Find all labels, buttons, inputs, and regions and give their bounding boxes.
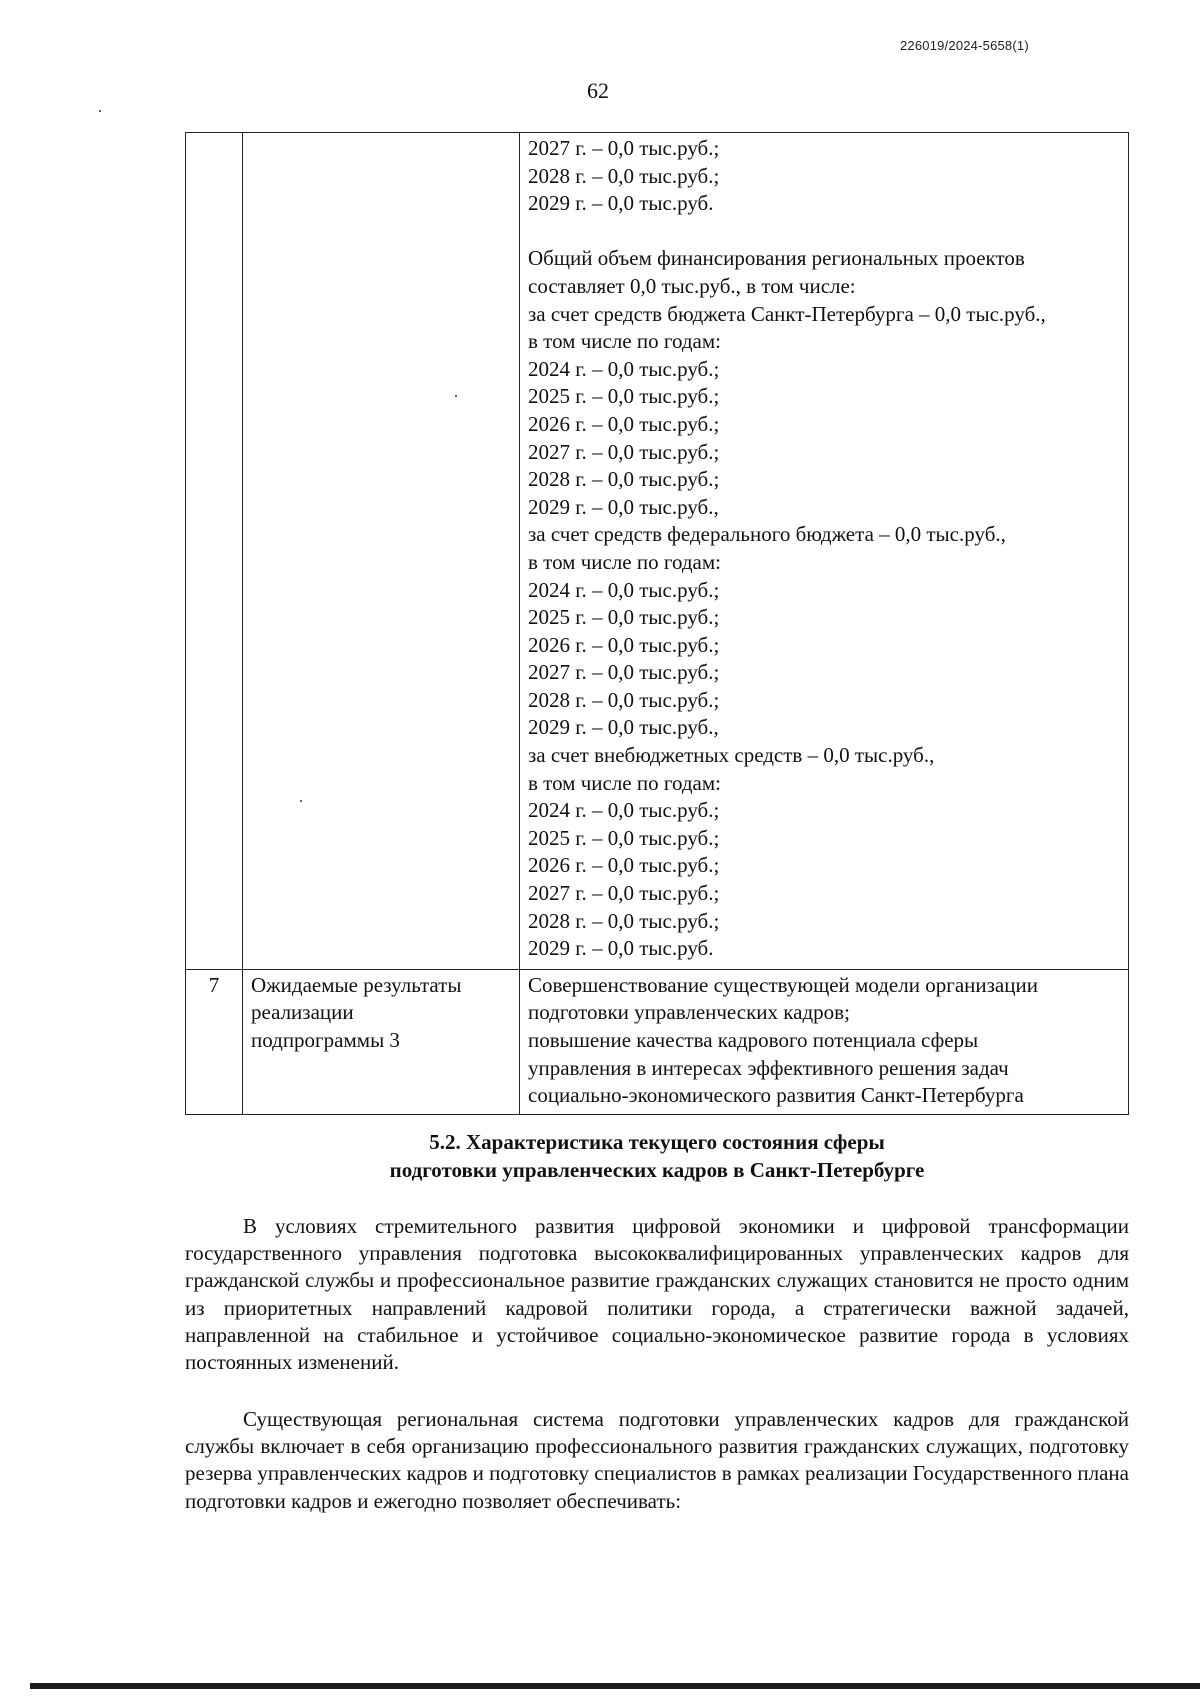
table-row-expected-results <box>186 969 1129 1114</box>
expected-results-label-cell <box>243 969 520 1114</box>
funding-line: 2028 г. – 0,0 тыс.руб.; <box>528 163 720 188</box>
funding-line: 2025 г. – 0,0 тыс.руб.; <box>528 605 720 630</box>
funding-line: 2024 г. – 0,0 тыс.руб.; <box>528 356 720 381</box>
funding-line: 2028 г. – 0,0 тыс.руб.; <box>528 687 720 712</box>
section-heading-line-2: подготовки управленческих кадров в Санкт-Петербурге <box>389 1158 925 1182</box>
funding-line: 2025 г. – 0,0 тыс.руб.; <box>528 384 720 409</box>
funding-line: составляет 0,0 тыс.руб., в том числе: <box>528 273 856 298</box>
funding-line: 2026 г. – 0,0 тыс.руб.; <box>528 411 720 436</box>
funding-line: 2028 г. – 0,0 тыс.руб.; <box>528 467 720 492</box>
funding-line: 2029 г. – 0,0 тыс.руб., <box>528 494 719 519</box>
result-line: управления в интересах эффективного решения задач <box>528 1055 1009 1080</box>
funding-line: 2026 г. – 0,0 тыс.руб.; <box>528 853 720 878</box>
result-line: повышение качества кадрового потенциала сферы <box>528 1028 979 1052</box>
section-heading-line-1: 5.2. Характеристика текущего состояния сферы <box>429 1130 885 1154</box>
row-number-cell <box>186 133 243 970</box>
funding-line: 2028 г. – 0,0 тыс.руб.; <box>528 908 720 933</box>
scan-bottom-edge <box>30 1683 1200 1689</box>
label-line: подпрограммы 3 <box>251 1028 400 1052</box>
funding-line: 2027 г. – 0,0 тыс.руб.; <box>528 881 720 906</box>
scan-speck <box>99 110 101 112</box>
scan-speck <box>300 800 302 802</box>
funding-lines <box>528 135 1120 963</box>
page-number: 62 <box>587 78 609 103</box>
funding-line: 2027 г. – 0,0 тыс.руб.; <box>528 439 720 464</box>
funding-line: 2025 г. – 0,0 тыс.руб.; <box>528 825 720 850</box>
subprogram-passport-table <box>185 132 1129 1115</box>
body-paragraph-2: Существующая региональная система подготовки управленческих кадров для гражданской службы включает в себя организацию профессионального развития гражданских служащих, подготовку резерва управленческих кадров и подготовку специалистов в рамках реализации Государственного плана подготовки кадров и ежегодно позволяет обеспечивать: <box>185 1407 1129 1513</box>
funding-line: Общий объем финансирования региональных проектов <box>528 246 1025 271</box>
label-line: Ожидаемые результаты <box>251 972 462 997</box>
funding-line: 2027 г. – 0,0 тыс.руб.; <box>528 136 720 160</box>
funding-line: 2024 г. – 0,0 тыс.руб.; <box>528 577 720 602</box>
result-line: подготовки управленческих кадров; <box>528 1000 850 1025</box>
funding-line: 2026 г. – 0,0 тыс.руб.; <box>528 632 720 657</box>
body-paragraph-1: В условиях стремительного развития цифровой экономики и цифровой трансформации государственного управления подготовка высококвалифицированных управленческих кадров для гражданской службы и профессиональное развитие гражданских служащих становится не просто одним из приоритетных направлений кадровой политики города, а стратегически важной задачей, направленной на стабильное и устойчивое социально-экономическое развитие города в условиях постоянных изменений. <box>185 1214 1129 1375</box>
scan-speck <box>455 395 457 397</box>
funding-line: в том числе по годам: <box>528 770 721 795</box>
funding-line: в том числе по годам: <box>528 549 721 574</box>
funding-line: 2029 г. – 0,0 тыс.руб. <box>528 191 714 216</box>
label-line: реализации <box>251 1000 354 1025</box>
funding-line: 2029 г. – 0,0 тыс.руб. <box>528 936 714 961</box>
funding-line: за счет средств федерального бюджета – 0,0 тыс.руб., <box>528 522 1006 547</box>
expected-results-value-cell <box>520 969 1129 1114</box>
funding-line: 2027 г. – 0,0 тыс.руб.; <box>528 660 720 685</box>
document-registration-number: 226019/2024-5658(1) <box>900 38 1029 53</box>
funding-details-cell <box>520 133 1129 970</box>
section-heading <box>185 1128 1129 1184</box>
row-number-cell: 7 <box>186 969 243 1114</box>
funding-line: в том числе по годам: <box>528 329 721 354</box>
funding-line: за счет средств бюджета Санкт-Петербурга – 0,0 тыс.руб., <box>528 301 1046 326</box>
funding-line: за счет внебюджетных средств – 0,0 тыс.руб., <box>528 743 935 768</box>
row-label-cell <box>243 133 520 970</box>
result-line: Совершенствование существующей модели организации <box>528 972 1038 997</box>
funding-blank-line <box>528 218 1120 246</box>
funding-line: 2024 г. – 0,0 тыс.руб.; <box>528 798 720 823</box>
table-row-funding <box>186 133 1129 970</box>
result-line: социально-экономического развития Санкт-Петербурга <box>528 1083 1024 1108</box>
funding-line: 2029 г. – 0,0 тыс.руб., <box>528 715 719 740</box>
